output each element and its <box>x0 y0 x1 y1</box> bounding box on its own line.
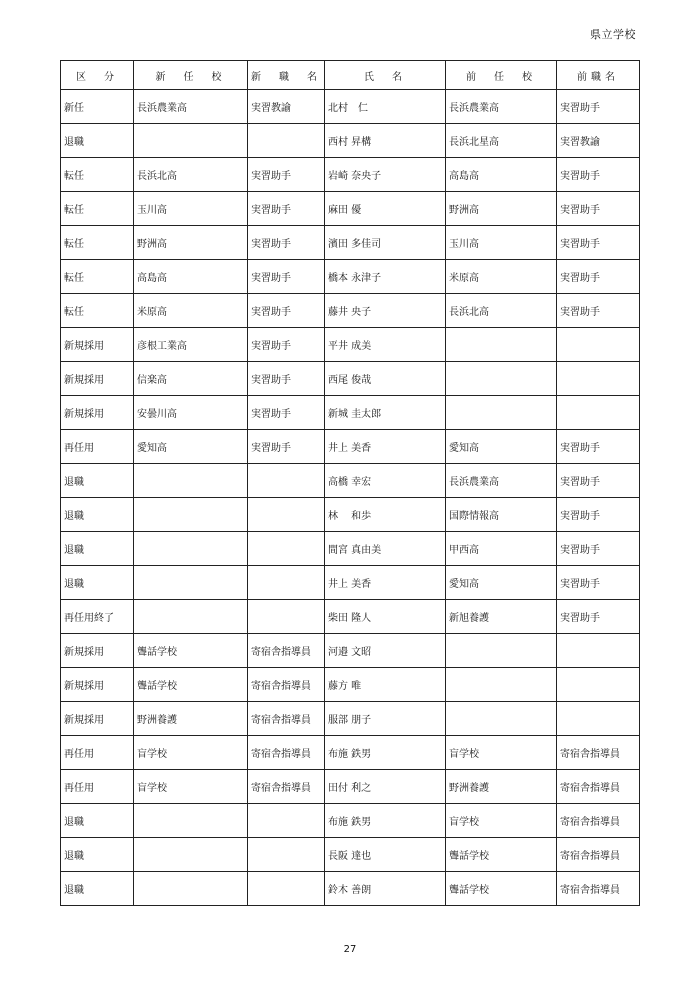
name-cell: 橋本 永津子 <box>325 260 446 294</box>
name-cell: 長阪 達也 <box>325 838 446 872</box>
new-position-cell: 寄宿舎指導員 <box>248 736 325 770</box>
category-cell: 退職 <box>61 532 134 566</box>
category-cell: 再任用 <box>61 430 134 464</box>
previous-position-cell <box>557 702 640 736</box>
previous-position-cell: 実習助手 <box>557 226 640 260</box>
category-cell: 新規採用 <box>61 362 134 396</box>
new-school-cell: 玉川高 <box>134 192 248 226</box>
new-position-cell: 実習助手 <box>248 226 325 260</box>
name-cell: 服部 朋子 <box>325 702 446 736</box>
new-position-cell <box>248 838 325 872</box>
table-row <box>61 158 640 192</box>
table-row <box>61 294 640 328</box>
table-row <box>61 736 640 770</box>
previous-school-cell <box>446 702 557 736</box>
previous-position-cell <box>557 362 640 396</box>
table-row <box>61 668 640 702</box>
new-school-cell <box>134 532 248 566</box>
name-cell: 麻田 優 <box>325 192 446 226</box>
table-row <box>61 770 640 804</box>
previous-position-cell: 寄宿舎指導員 <box>557 770 640 804</box>
new-school-cell: 野洲養護 <box>134 702 248 736</box>
table-row <box>61 634 640 668</box>
previous-position-cell: 実習助手 <box>557 294 640 328</box>
new-school-cell: 長浜農業高 <box>134 90 248 124</box>
name-cell: 井上 美香 <box>325 430 446 464</box>
new-position-cell <box>248 804 325 838</box>
new-school-cell: 彦根工業高 <box>134 328 248 362</box>
new-position-cell: 寄宿舎指導員 <box>248 702 325 736</box>
new-position-cell: 実習助手 <box>248 396 325 430</box>
category-cell: 再任用 <box>61 736 134 770</box>
new-position-cell: 実習助手 <box>248 158 325 192</box>
name-cell: 河邉 文昭 <box>325 634 446 668</box>
table-row <box>61 260 640 294</box>
new-school-cell: 信楽高 <box>134 362 248 396</box>
table-row <box>61 464 640 498</box>
column-header-previous-position: 前職名 <box>557 61 640 90</box>
name-cell: 西村 昇構 <box>325 124 446 158</box>
new-position-cell: 実習助手 <box>248 260 325 294</box>
new-position-cell <box>248 600 325 634</box>
category-cell: 新規採用 <box>61 668 134 702</box>
previous-school-cell: 長浜北星高 <box>446 124 557 158</box>
table-row <box>61 532 640 566</box>
table-row <box>61 600 640 634</box>
previous-position-cell: 寄宿舎指導員 <box>557 838 640 872</box>
new-position-cell <box>248 464 325 498</box>
new-school-cell <box>134 600 248 634</box>
name-cell: 林 和歩 <box>325 498 446 532</box>
previous-school-cell: 玉川高 <box>446 226 557 260</box>
name-cell: 岩崎 奈央子 <box>325 158 446 192</box>
name-cell: 布施 鉄男 <box>325 804 446 838</box>
new-school-cell <box>134 566 248 600</box>
name-cell: 藤方 唯 <box>325 668 446 702</box>
previous-position-cell: 寄宿舎指導員 <box>557 804 640 838</box>
previous-position-cell: 実習助手 <box>557 532 640 566</box>
new-position-cell: 実習助手 <box>248 430 325 464</box>
previous-school-cell: 新旭養護 <box>446 600 557 634</box>
previous-position-cell <box>557 396 640 430</box>
new-school-cell: 高島高 <box>134 260 248 294</box>
table-row <box>61 396 640 430</box>
category-cell: 転任 <box>61 192 134 226</box>
previous-position-cell <box>557 328 640 362</box>
previous-position-cell: 実習助手 <box>557 498 640 532</box>
new-position-cell: 実習助手 <box>248 192 325 226</box>
previous-school-cell: 長浜北高 <box>446 294 557 328</box>
table-header-row <box>61 61 640 90</box>
category-cell: 新規採用 <box>61 702 134 736</box>
table-body <box>61 90 640 906</box>
previous-school-cell: 長浜農業高 <box>446 90 557 124</box>
previous-school-cell: 愛知高 <box>446 430 557 464</box>
previous-position-cell: 寄宿舎指導員 <box>557 736 640 770</box>
category-cell: 再任用 <box>61 770 134 804</box>
name-cell: 田付 利之 <box>325 770 446 804</box>
previous-school-cell: 野洲高 <box>446 192 557 226</box>
category-cell: 退職 <box>61 804 134 838</box>
new-position-cell <box>248 532 325 566</box>
previous-position-cell: 実習助手 <box>557 430 640 464</box>
previous-school-cell: 聾話学校 <box>446 838 557 872</box>
table-row <box>61 702 640 736</box>
table-row <box>61 498 640 532</box>
category-cell: 退職 <box>61 872 134 906</box>
table-row <box>61 872 640 906</box>
name-cell: 鈴木 善朗 <box>325 872 446 906</box>
previous-school-cell <box>446 396 557 430</box>
previous-school-cell: 米原高 <box>446 260 557 294</box>
new-school-cell: 長浜北高 <box>134 158 248 192</box>
page-category-label: 県立学校 <box>590 28 636 41</box>
new-school-cell <box>134 838 248 872</box>
category-cell: 転任 <box>61 158 134 192</box>
new-school-cell <box>134 124 248 158</box>
category-cell: 退職 <box>61 124 134 158</box>
column-header-name: 氏 名 <box>325 61 446 90</box>
new-position-cell <box>248 124 325 158</box>
previous-position-cell: 実習助手 <box>557 566 640 600</box>
previous-position-cell <box>557 634 640 668</box>
new-school-cell: 聾話学校 <box>134 634 248 668</box>
category-cell: 新規採用 <box>61 396 134 430</box>
previous-position-cell: 実習助手 <box>557 600 640 634</box>
previous-position-cell: 実習助手 <box>557 464 640 498</box>
new-school-cell: 安曇川高 <box>134 396 248 430</box>
column-header-previous-school: 前 任 校 <box>446 61 557 90</box>
table-row <box>61 838 640 872</box>
new-school-cell: 盲学校 <box>134 770 248 804</box>
previous-school-cell: 盲学校 <box>446 804 557 838</box>
previous-position-cell <box>557 668 640 702</box>
category-cell: 再任用終了 <box>61 600 134 634</box>
previous-position-cell: 実習助手 <box>557 158 640 192</box>
category-cell: 退職 <box>61 566 134 600</box>
table-row <box>61 804 640 838</box>
previous-position-cell: 寄宿舎指導員 <box>557 872 640 906</box>
name-cell: 藤井 央子 <box>325 294 446 328</box>
table-row <box>61 566 640 600</box>
new-position-cell: 寄宿舎指導員 <box>248 668 325 702</box>
name-cell: 濱田 多佳司 <box>325 226 446 260</box>
previous-school-cell <box>446 634 557 668</box>
new-school-cell: 米原高 <box>134 294 248 328</box>
personnel-table <box>60 60 640 906</box>
new-position-cell <box>248 498 325 532</box>
new-position-cell: 寄宿舎指導員 <box>248 634 325 668</box>
table-row <box>61 328 640 362</box>
category-cell: 転任 <box>61 226 134 260</box>
column-header-new-position: 新 職 名 <box>248 61 325 90</box>
previous-school-cell <box>446 328 557 362</box>
new-school-cell: 聾話学校 <box>134 668 248 702</box>
category-cell: 退職 <box>61 838 134 872</box>
new-position-cell <box>248 872 325 906</box>
new-position-cell <box>248 566 325 600</box>
new-school-cell <box>134 464 248 498</box>
table-row <box>61 362 640 396</box>
table-row <box>61 90 640 124</box>
previous-school-cell: 聾話学校 <box>446 872 557 906</box>
new-position-cell: 実習助手 <box>248 362 325 396</box>
previous-position-cell: 実習助手 <box>557 192 640 226</box>
previous-position-cell: 実習助手 <box>557 260 640 294</box>
previous-school-cell <box>446 668 557 702</box>
category-cell: 退職 <box>61 498 134 532</box>
category-cell: 退職 <box>61 464 134 498</box>
previous-school-cell: 高島高 <box>446 158 557 192</box>
column-header-new-school: 新 任 校 <box>134 61 248 90</box>
table-row <box>61 226 640 260</box>
new-position-cell: 実習助手 <box>248 328 325 362</box>
previous-school-cell: 愛知高 <box>446 566 557 600</box>
category-cell: 転任 <box>61 294 134 328</box>
name-cell: 平井 成美 <box>325 328 446 362</box>
name-cell: 柴田 隆人 <box>325 600 446 634</box>
name-cell: 新城 圭太郎 <box>325 396 446 430</box>
category-cell: 新任 <box>61 90 134 124</box>
name-cell: 井上 美香 <box>325 566 446 600</box>
new-school-cell <box>134 498 248 532</box>
previous-position-cell: 実習助手 <box>557 90 640 124</box>
name-cell: 布施 鉄男 <box>325 736 446 770</box>
new-position-cell: 実習教諭 <box>248 90 325 124</box>
column-header-category: 区 分 <box>61 61 134 90</box>
table-row <box>61 430 640 464</box>
new-school-cell <box>134 872 248 906</box>
previous-school-cell: 甲西高 <box>446 532 557 566</box>
new-school-cell: 盲学校 <box>134 736 248 770</box>
name-cell: 間宮 真由美 <box>325 532 446 566</box>
previous-school-cell: 長浜農業高 <box>446 464 557 498</box>
category-cell: 新規採用 <box>61 328 134 362</box>
new-school-cell: 野洲高 <box>134 226 248 260</box>
category-cell: 転任 <box>61 260 134 294</box>
table-row <box>61 192 640 226</box>
name-cell: 西尾 俊哉 <box>325 362 446 396</box>
previous-school-cell: 盲学校 <box>446 736 557 770</box>
new-position-cell: 寄宿舎指導員 <box>248 770 325 804</box>
previous-position-cell: 実習教諭 <box>557 124 640 158</box>
previous-school-cell: 国際情報高 <box>446 498 557 532</box>
name-cell: 高橋 幸宏 <box>325 464 446 498</box>
category-cell: 新規採用 <box>61 634 134 668</box>
new-school-cell: 愛知高 <box>134 430 248 464</box>
previous-school-cell <box>446 362 557 396</box>
previous-school-cell: 野洲養護 <box>446 770 557 804</box>
new-position-cell: 実習助手 <box>248 294 325 328</box>
table-row <box>61 124 640 158</box>
page-number: 27 <box>343 944 357 955</box>
name-cell: 北村 仁 <box>325 90 446 124</box>
new-school-cell <box>134 804 248 838</box>
